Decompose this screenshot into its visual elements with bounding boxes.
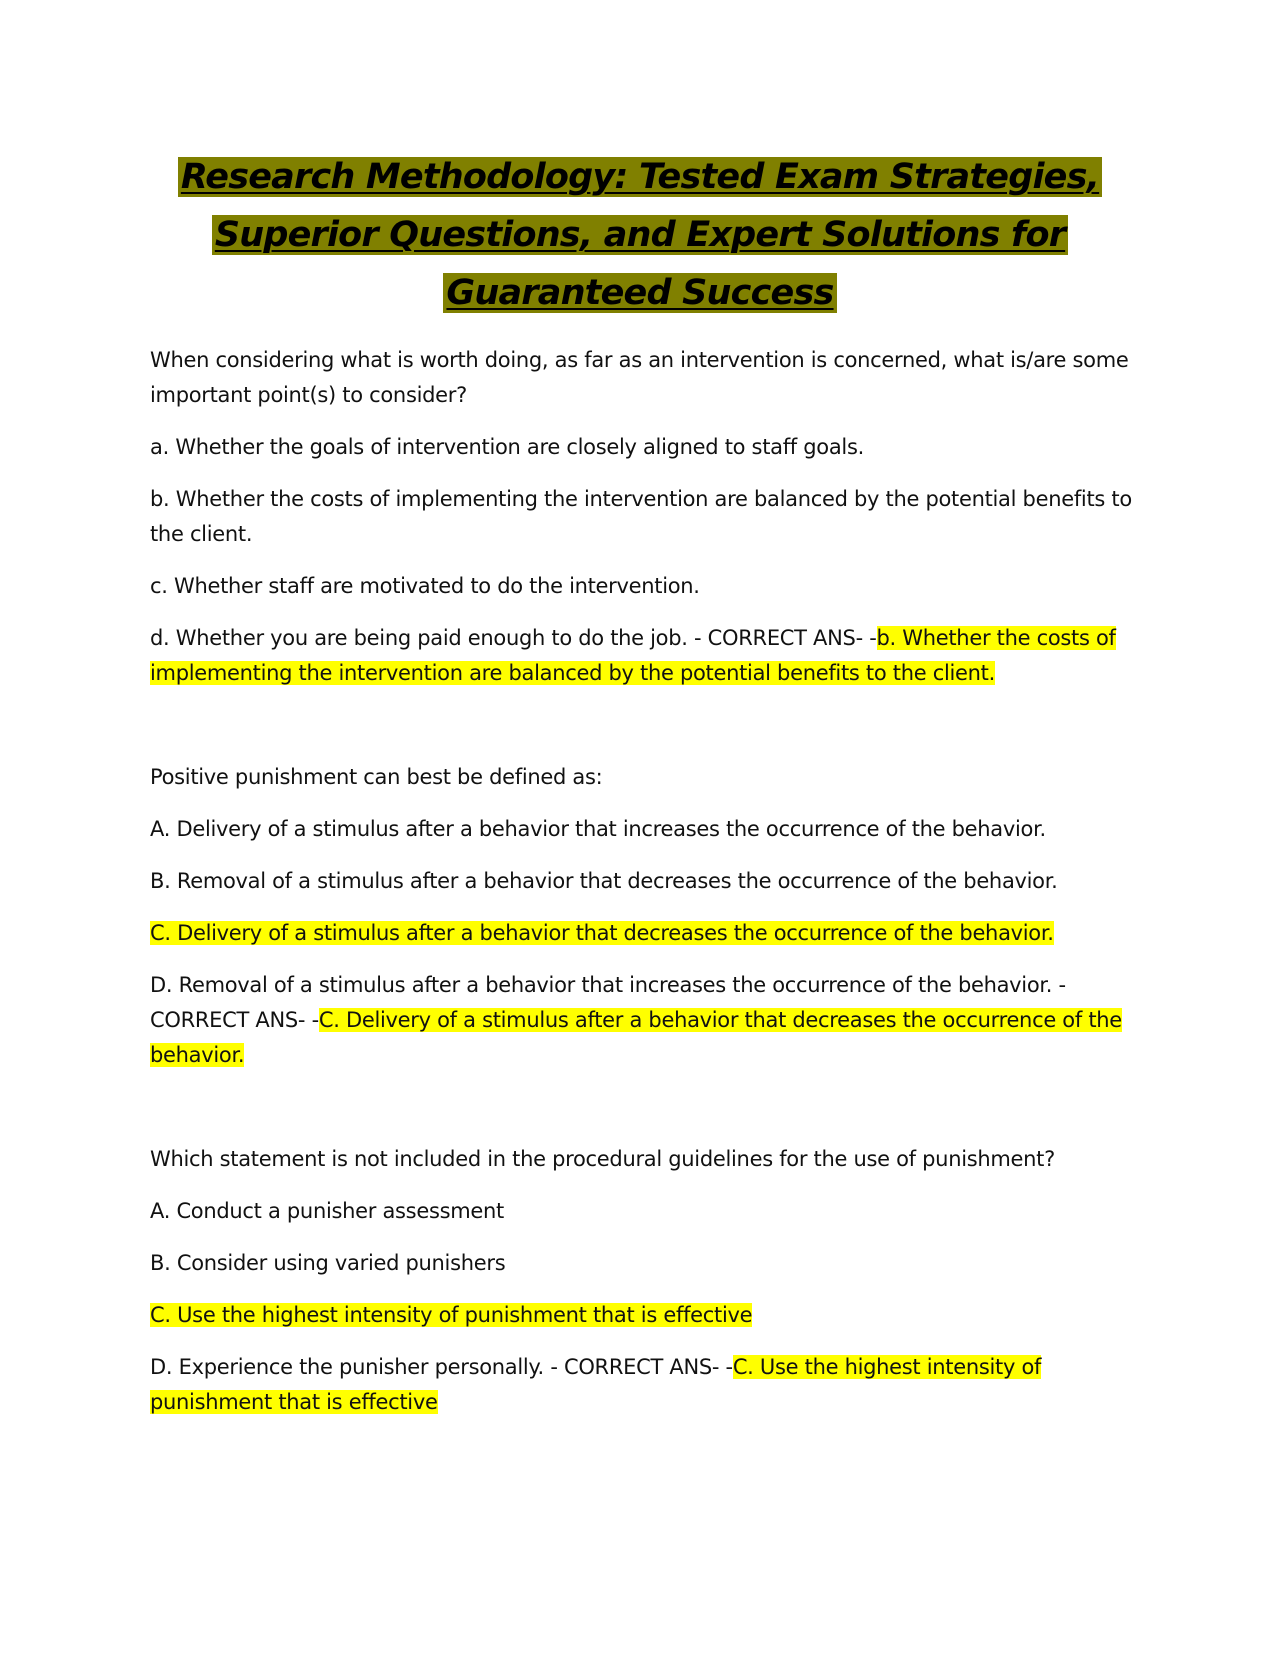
q2-correct-answer: C. Delivery of a stimulus after a behavior that decreases the occurrence of the behavior.: [150, 1008, 1122, 1067]
q3-option-c-text: C. Use the highest intensity of punishment that is effective: [150, 1303, 753, 1327]
section-spacer: [150, 1090, 1140, 1142]
q1-option-c: c. Whether staff are motivated to do the intervention.: [150, 574, 700, 598]
title-line-2: Superior Questions, and Expert Solutions for: [212, 215, 1068, 255]
title-line-1: Research Methodology: Tested Exam Strategies,: [178, 157, 1102, 197]
q2-option-a: A. Delivery of a stimulus after a behavior that increases the occurrence of the behavior.: [150, 817, 1046, 841]
q2-option-d-text: D. Removal of a stimulus after a behavior that increases the occurrence of the behavior. - CORRECT ANS- -: [150, 973, 1066, 1032]
q3-correct-answer: C. Use the highest intensity of punishment that is effective: [150, 1355, 1042, 1414]
q1-option-d: [150, 621, 1140, 691]
q3-option-b: B. Consider using varied punishers: [150, 1251, 506, 1275]
document-body: [150, 343, 1140, 1437]
q1-question: When considering what is worth doing, as far as an intervention is concerned, what is/are some important point(s) to consider?: [150, 348, 1129, 407]
q1-option-a: a. Whether the goals of intervention are closely aligned to staff goals.: [150, 435, 864, 459]
q3-option-c: [150, 1298, 1140, 1333]
q2-option-c-text: C. Delivery of a stimulus after a behavior that decreases the occurrence of the behavior.: [150, 921, 1054, 945]
q1-option-b: b. Whether the costs of implementing the intervention are balanced by the potential benefits to the client.: [150, 487, 1132, 546]
section-spacer: [150, 708, 1140, 760]
q2-option-c: [150, 916, 1140, 951]
q2-question: Positive punishment can best be defined as:: [150, 765, 603, 789]
q3-question: Which statement is not included in the procedural guidelines for the use of punishment?: [150, 1147, 1055, 1171]
title-line-3: Guaranteed Success: [443, 273, 836, 313]
q3-option-d-text: D. Experience the punisher personally. - CORRECT ANS- -: [150, 1355, 733, 1379]
q1-option-d-text: d. Whether you are being paid enough to do the job. - CORRECT ANS- -: [150, 626, 877, 650]
q3-option-a: A. Conduct a punisher assessment: [150, 1199, 504, 1223]
q1-correct-answer: b. Whether the costs of implementing the intervention are balanced by the potential benefits to the client.: [150, 626, 1116, 685]
q2-option-b: B. Removal of a stimulus after a behavior that decreases the occurrence of the behavior.: [150, 869, 1058, 893]
q3-option-d: [150, 1350, 1140, 1420]
document-title: [150, 148, 1130, 322]
q2-option-d: [150, 968, 1140, 1073]
